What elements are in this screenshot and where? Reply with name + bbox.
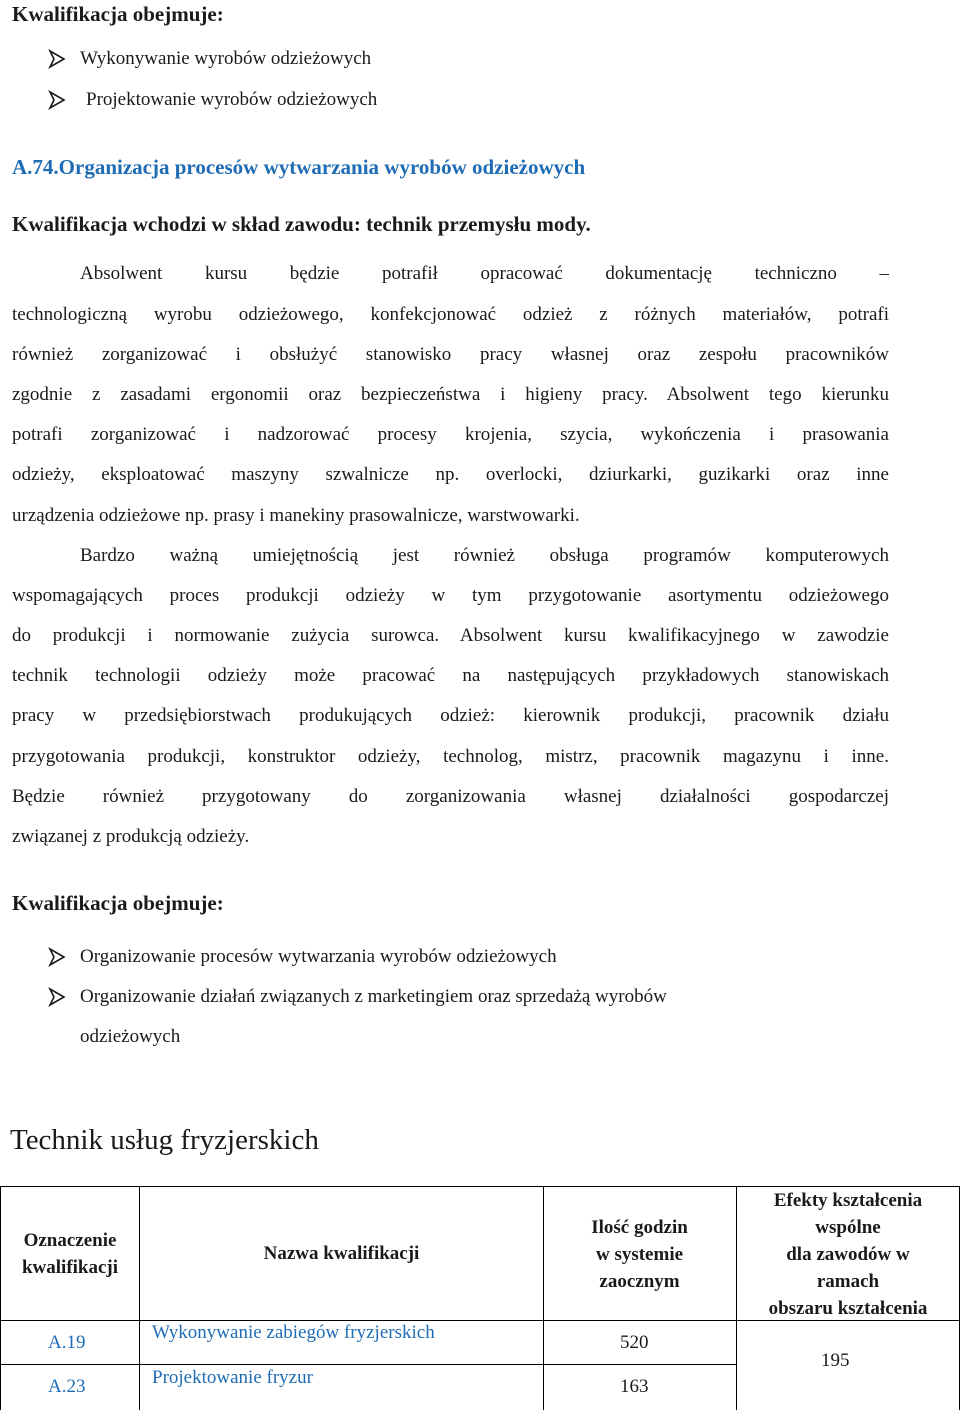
arrow-bullet-icon: [48, 49, 66, 75]
paragraph-line: technik technologii odzieży może pracować na następujących przykładowych stanowiskach: [12, 665, 889, 686]
table-row-hours: 163: [620, 1376, 649, 1397]
paragraph-line: Bardzo ważną umiejętnością jest również obsługa programów komputerowych: [80, 545, 889, 566]
paragraph-line: przygotowania produkcji, konstruktor odzieży, technolog, mistrz, pracownik magazynu i inne.: [12, 746, 889, 767]
qualification-heading-1: Kwalifikacja obejmuje:: [12, 2, 224, 26]
arrow-bullet-icon: [48, 987, 66, 1013]
arrow-bullet-icon: [48, 947, 66, 973]
column-header-effects: Efekty kształcenia wspólne dla zawodów w ramach obszaru kształcenia: [768, 1190, 928, 1319]
column-header-hours: Ilość godzin w systemie zaocznym: [591, 1217, 688, 1292]
qualification-heading-2: Kwalifikacja obejmuje:: [12, 891, 224, 915]
qualification-item: Organizowanie procesów wytwarzania wyrobów odzieżowych: [80, 946, 557, 967]
paragraph-line: związanej z produkcją odzieży.: [12, 826, 250, 847]
arrow-bullet-icon: [48, 90, 66, 116]
paragraph-line: technologiczną wyrobu odzieżowego, konfekcjonować odzież z różnych materiałów, potrafi: [12, 304, 889, 325]
section-title: Technik usług fryzjerskich: [10, 1124, 319, 1156]
paragraph-line: urządzenia odzieżowe np. prasy i manekiny prasowalnicze, warstwowarki.: [12, 505, 580, 526]
table-row-code: A.23: [48, 1376, 86, 1397]
paragraph-line: Absolwent kursu będzie potrafił opracować dokumentację techniczno –: [80, 263, 889, 284]
paragraph-line: również zorganizować i obsłużyć stanowisko pracy własnej oraz zespołu pracowników: [12, 344, 889, 365]
qualification-title: A.74.Organizacja procesów wytwarzania wyrobów odzieżowych: [12, 155, 586, 179]
qualification-item-continuation: odzieżowych: [80, 1026, 181, 1047]
table-row-name: Wykonywanie zabiegów fryzjerskich: [152, 1322, 435, 1343]
column-header-code: Oznaczenie kwalifikacji: [21, 1230, 119, 1278]
paragraph-line: odzieży, eksploatować maszyny szwalnicze np. overlocki, dziurkarki, guzikarki oraz inne: [12, 464, 889, 485]
qualification-item: Wykonywanie wyrobów odzieżowych: [80, 48, 372, 69]
profession-subtitle: Kwalifikacja wchodzi w skład zawodu: technik przemysłu mody.: [12, 212, 591, 236]
column-header-name: Nazwa kwalifikacji: [263, 1243, 420, 1264]
table-row-code: A.19: [48, 1332, 86, 1353]
paragraph-line: wspomagających proces produkcji odzieży w tym przygotowanie asortymentu odzieżowego: [12, 585, 889, 606]
paragraph-line: Będzie również przygotowany do zorganizowania własnej działalności gospodarczej: [12, 786, 889, 807]
paragraph-line: zgodnie z zasadami ergonomii oraz bezpieczeństwa i higieny pracy. Absolwent tego kierunku: [12, 384, 889, 405]
qualification-item: Organizowanie działań związanych z marketingiem oraz sprzedażą wyrobów: [80, 986, 667, 1007]
paragraph-line: do produkcji i normowanie zużycia surowca. Absolwent kursu kwalifikacyjnego w zawodzie: [12, 625, 889, 646]
paragraph-line: potrafi zorganizować i nadzorować procesy krojenia, szycia, wykończenia i prasowania: [12, 424, 889, 445]
shared-effects-value: 195: [821, 1350, 850, 1371]
paragraph-line: pracy w przedsiębiorstwach produkujących odzież: kierownik produkcji, pracownik działu: [12, 705, 889, 726]
table-row-hours: 520: [620, 1332, 649, 1353]
qualification-item: Projektowanie wyrobów odzieżowych: [86, 89, 378, 110]
table-row-name: Projektowanie fryzur: [152, 1367, 313, 1388]
